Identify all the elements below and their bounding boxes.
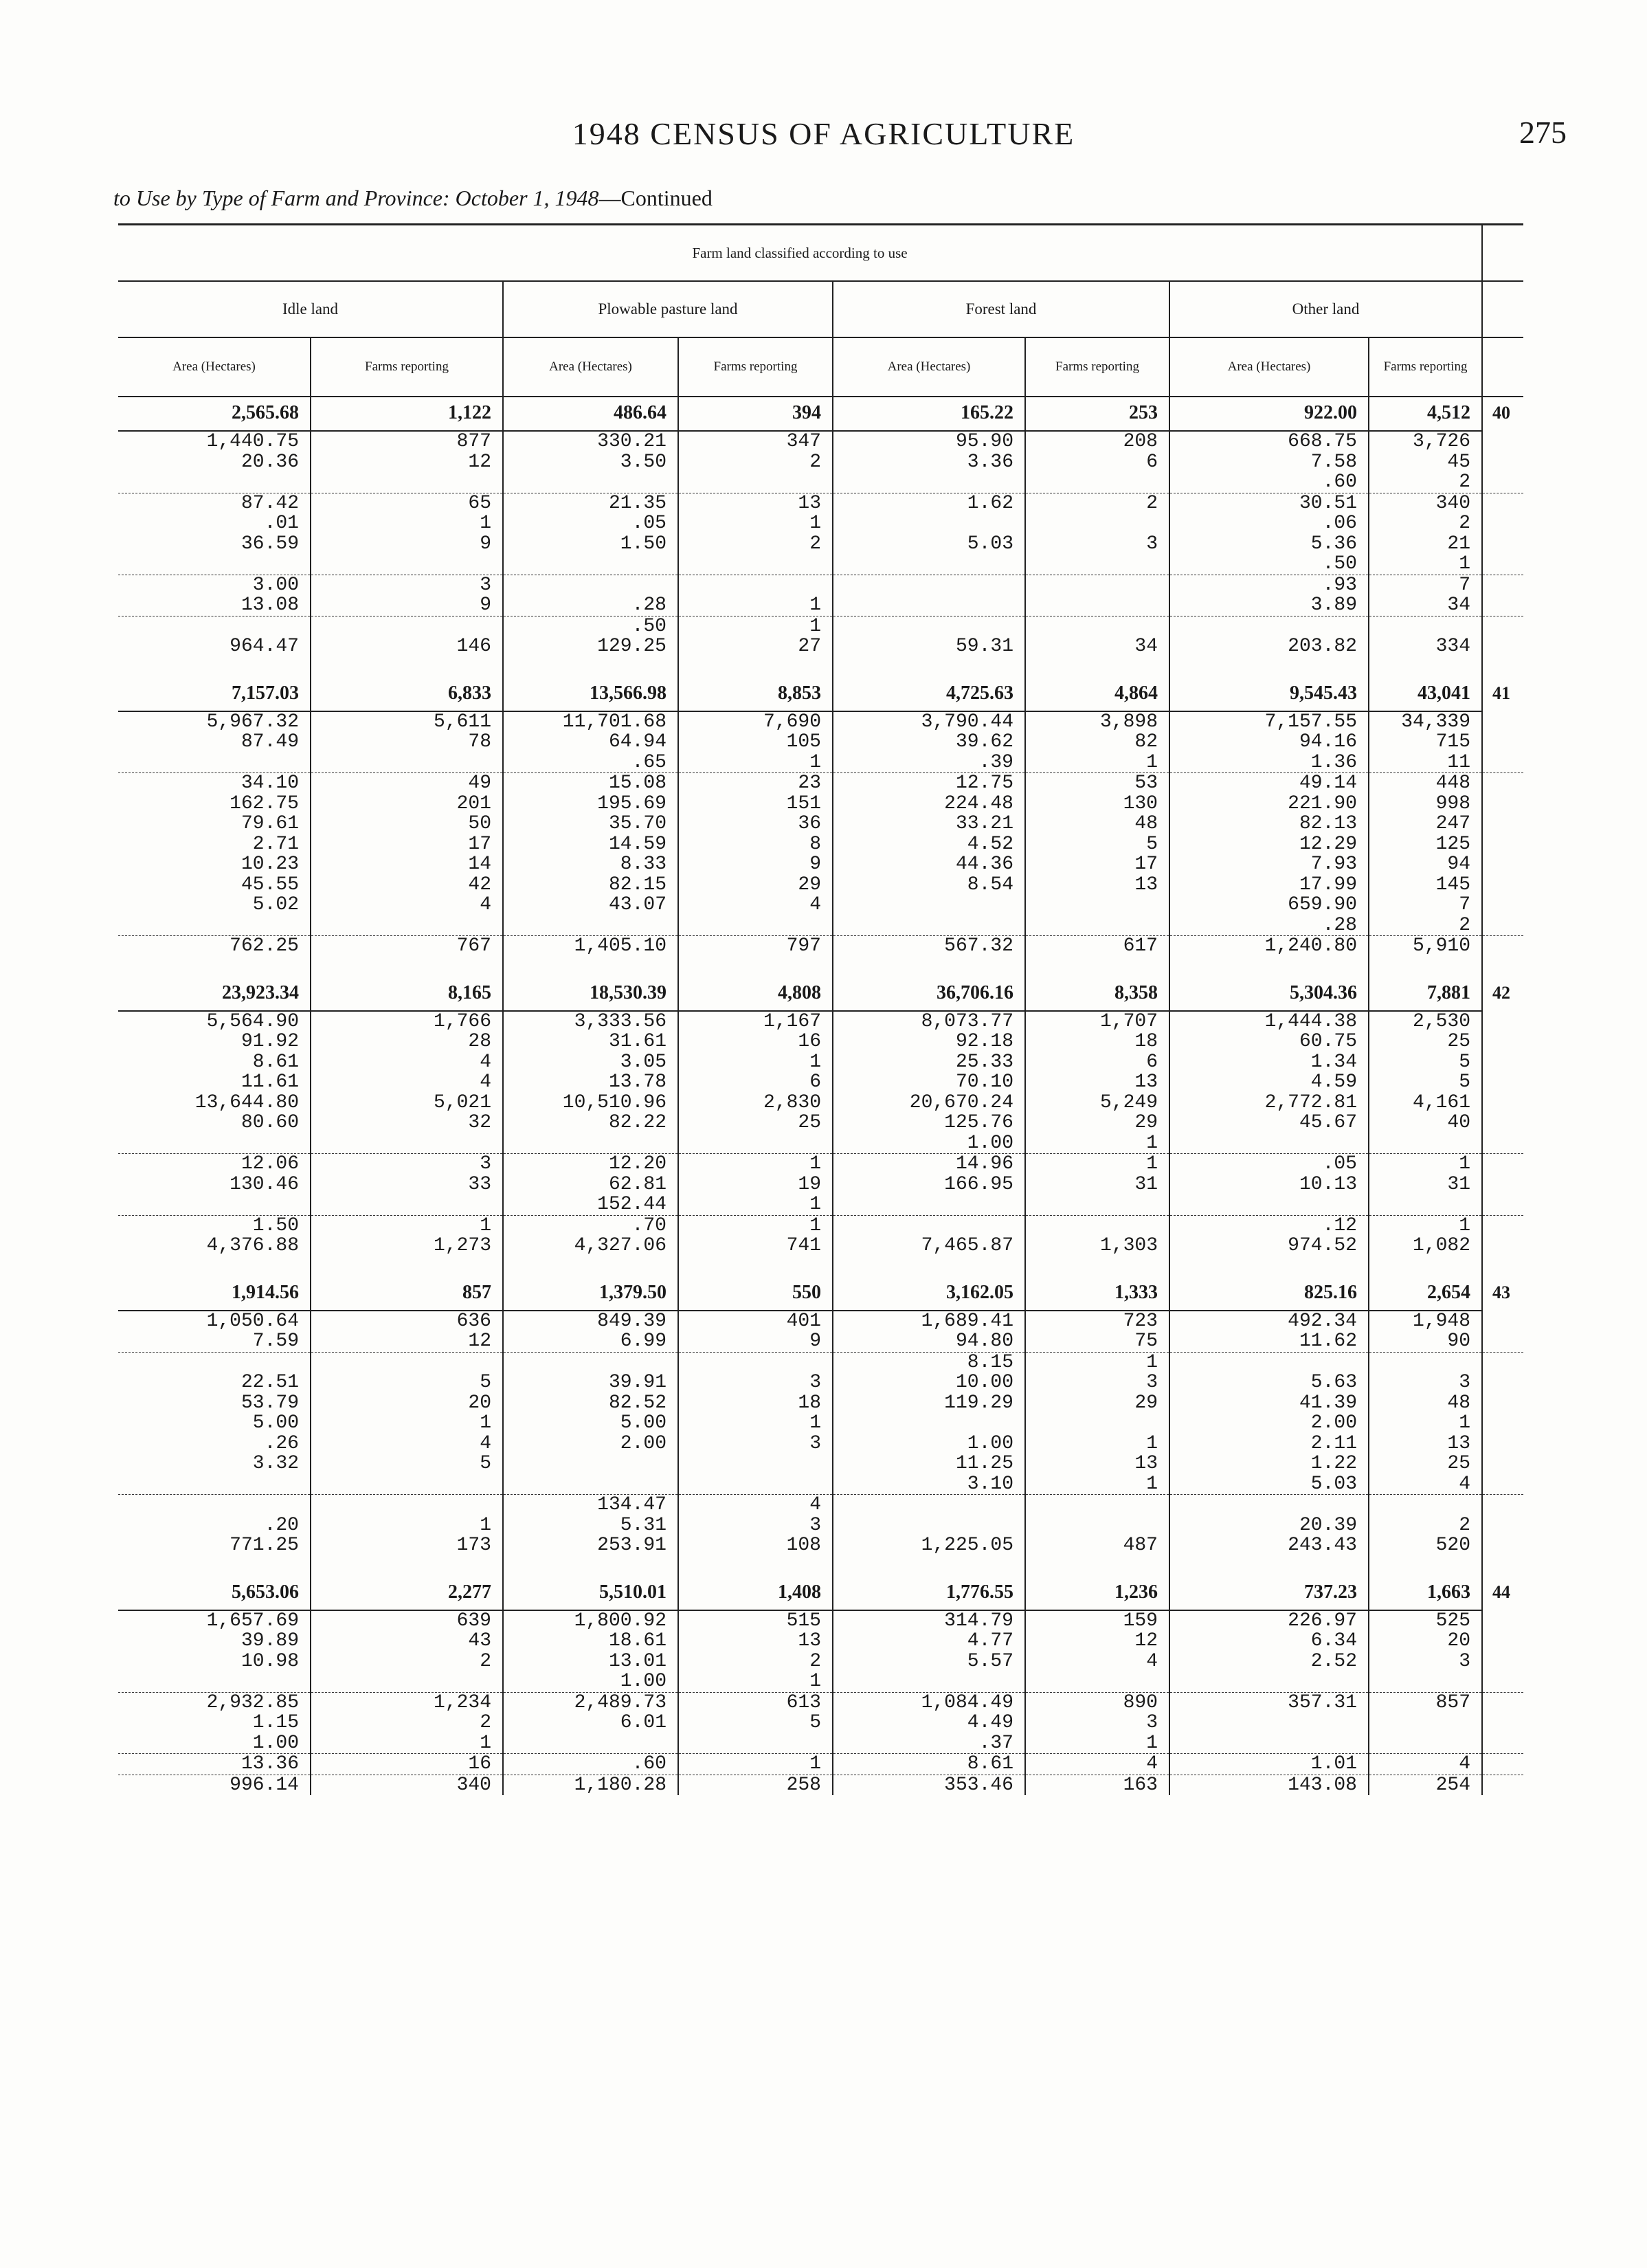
total-cell: 4,725.63 bbox=[833, 678, 1025, 711]
data-cell: 21.35 .05 1.50 bbox=[503, 493, 678, 575]
total-cell: 857 bbox=[311, 1277, 503, 1311]
col-header-area: Area (Hectares) bbox=[833, 337, 1025, 397]
data-cell: 668.75 7.58 .60 bbox=[1169, 431, 1369, 493]
data-cell: 996.14 bbox=[118, 1775, 311, 1795]
total-cell: 1,333 bbox=[1025, 1277, 1169, 1311]
data-cell: 1.62 5.03 bbox=[833, 493, 1025, 575]
data-cell: 617 bbox=[1025, 936, 1169, 957]
data-cell: 7,157.55 94.16 1.36 bbox=[1169, 711, 1369, 773]
data-cell: 330.21 3.50 bbox=[503, 431, 678, 493]
data-cell: 258 bbox=[678, 1775, 833, 1795]
data-row-group bbox=[118, 773, 1523, 936]
total-cell: 2,565.68 bbox=[118, 397, 311, 431]
data-cell: 163 bbox=[1025, 1775, 1169, 1795]
total-cell: 1,776.55 bbox=[833, 1577, 1025, 1610]
data-cell: 95.90 3.36 bbox=[833, 431, 1025, 493]
data-cell: 1,707 18 6 13 5,249 29 1 bbox=[1025, 1011, 1169, 1154]
data-cell: 39.91 82.52 5.00 2.00 bbox=[503, 1352, 678, 1495]
total-cell: 7,157.03 bbox=[118, 678, 311, 711]
group-header-forest-land: Forest land bbox=[833, 281, 1169, 337]
line-number: 41 bbox=[1492, 682, 1511, 703]
data-cell: 877 12 bbox=[311, 431, 503, 493]
total-cell: 5,653.06 bbox=[118, 1577, 311, 1610]
data-cell: .20 771.25 bbox=[118, 1495, 311, 1556]
data-cell: 1,050.64 7.59 bbox=[118, 1311, 311, 1353]
subtitle-main: to Use by Type of Farm and Province: October 1, 1948 bbox=[113, 186, 599, 210]
data-cell: 492.34 11.62 bbox=[1169, 1311, 1369, 1353]
data-cell: 1,444.38 60.75 1.34 4.59 2,772.81 45.67 bbox=[1169, 1011, 1369, 1154]
data-cell: 567.32 bbox=[833, 936, 1025, 957]
data-cell: 1,766 28 4 4 5,021 32 bbox=[311, 1011, 503, 1154]
data-cell: 1,440.75 20.36 bbox=[118, 431, 311, 493]
data-cell: 34,339 715 11 bbox=[1369, 711, 1482, 773]
data-cell: 401 9 bbox=[678, 1311, 833, 1353]
data-cell: 487 bbox=[1025, 1495, 1169, 1556]
total-cell: 165.22 bbox=[833, 397, 1025, 431]
data-cell: 159 12 4 bbox=[1025, 1610, 1169, 1693]
data-cell: 1,657.69 39.89 10.98 bbox=[118, 1610, 311, 1693]
data-cell: 1 19 1 bbox=[678, 1154, 833, 1216]
data-cell: 16 bbox=[311, 1754, 503, 1775]
data-cell: 1 173 bbox=[311, 1495, 503, 1556]
col-header-farms: Farms reporting bbox=[311, 337, 503, 397]
data-row-group bbox=[118, 431, 1523, 493]
data-cell: 49 201 50 17 14 42 4 bbox=[311, 773, 503, 936]
data-cell: .50 129.25 bbox=[503, 616, 678, 657]
data-cell: 723 75 bbox=[1025, 1311, 1169, 1353]
data-cell: 1 27 bbox=[678, 616, 833, 657]
total-cell: 1,663 bbox=[1369, 1577, 1482, 1610]
total-cell: 5,510.01 bbox=[503, 1577, 678, 1610]
col-header-farms: Farms reporting bbox=[1369, 337, 1482, 397]
data-row-group bbox=[118, 1215, 1523, 1256]
subtitle-continued: —Continued bbox=[598, 186, 713, 210]
data-cell: 3,898 82 1 bbox=[1025, 711, 1169, 773]
data-cell: .28 bbox=[503, 575, 678, 616]
total-cell: 8,358 bbox=[1025, 977, 1169, 1011]
total-cell: 6,833 bbox=[311, 678, 503, 711]
page-title: 1948 CENSUS OF AGRICULTURE bbox=[572, 116, 1075, 151]
total-cell: 9,545.43 bbox=[1169, 678, 1369, 711]
data-cell bbox=[833, 575, 1025, 616]
data-cell bbox=[1025, 575, 1169, 616]
total-cell: 8,165 bbox=[311, 977, 503, 1011]
data-cell: 4 bbox=[1369, 1754, 1482, 1775]
data-row-group bbox=[118, 575, 1523, 616]
total-cell: 23,923.34 bbox=[118, 977, 311, 1011]
col-header-farms: Farms reporting bbox=[1025, 337, 1169, 397]
data-cell: 4 3 108 bbox=[678, 1495, 833, 1556]
data-cell: 1 bbox=[678, 1754, 833, 1775]
total-cell: 1,914.56 bbox=[118, 1277, 311, 1311]
data-cell: 448 998 247 125 94 145 7 2 bbox=[1369, 773, 1482, 936]
total-cell: 13,566.98 bbox=[503, 678, 678, 711]
data-cell: 7,690 105 1 bbox=[678, 711, 833, 773]
data-cell: 1,303 bbox=[1025, 1215, 1169, 1256]
data-cell: .93 3.89 bbox=[1169, 575, 1369, 616]
data-cell: .60 bbox=[503, 1754, 678, 1775]
total-cell: 8,853 bbox=[678, 678, 833, 711]
data-cell: 5,910 bbox=[1369, 936, 1482, 957]
data-cell: 5 20 1 4 5 bbox=[311, 1352, 503, 1495]
data-cell: 13 1 2 bbox=[678, 493, 833, 575]
total-cell: 2,654 bbox=[1369, 1277, 1482, 1311]
data-cell: 4 bbox=[1025, 1754, 1169, 1775]
total-row bbox=[118, 977, 1523, 1011]
total-cell: 36,706.16 bbox=[833, 977, 1025, 1011]
total-row bbox=[118, 678, 1523, 711]
data-cell: 314.79 4.77 5.57 bbox=[833, 1610, 1025, 1693]
data-cell: 347 2 bbox=[678, 431, 833, 493]
data-cell: 7,465.87 bbox=[833, 1215, 1025, 1256]
data-cell: 3.00 13.08 bbox=[118, 575, 311, 616]
data-cell: 7 34 bbox=[1369, 575, 1482, 616]
data-cell: 5,564.90 91.92 8.61 11.61 13,644.80 80.60 bbox=[118, 1011, 311, 1154]
main-header: Farm land classified according to use bbox=[118, 225, 1482, 282]
data-cell: 3 48 1 13 25 4 bbox=[1369, 1352, 1482, 1495]
data-cell: 1 741 bbox=[678, 1215, 833, 1256]
data-cell: 1,234 2 1 bbox=[311, 1692, 503, 1754]
total-cell: 1,236 bbox=[1025, 1577, 1169, 1610]
data-cell: 20.39 243.43 bbox=[1169, 1495, 1369, 1556]
col-header-area: Area (Hectares) bbox=[1169, 337, 1369, 397]
data-cell: .12 974.52 bbox=[1169, 1215, 1369, 1256]
data-cell: 2,530 25 5 5 4,161 40 bbox=[1369, 1011, 1482, 1154]
data-row-group bbox=[118, 1495, 1523, 1556]
data-row-group bbox=[118, 1311, 1523, 1353]
data-row-group bbox=[118, 1754, 1523, 1775]
line-number: 43 bbox=[1492, 1282, 1511, 1302]
col-header-area: Area (Hectares) bbox=[503, 337, 678, 397]
data-cell: .05 10.13 bbox=[1169, 1154, 1369, 1216]
data-cell: 797 bbox=[678, 936, 833, 957]
data-cell: 2,489.73 6.01 bbox=[503, 1692, 678, 1754]
data-row-group bbox=[118, 1610, 1523, 1693]
total-cell: 18,530.39 bbox=[503, 977, 678, 1011]
data-cell: 767 bbox=[311, 936, 503, 957]
line-number: 42 bbox=[1492, 982, 1511, 1003]
data-cell: 3,726 45 2 bbox=[1369, 431, 1482, 493]
total-cell: 7,881 bbox=[1369, 977, 1482, 1011]
data-cell: 857 bbox=[1369, 1692, 1482, 1754]
total-cell: 4,808 bbox=[678, 977, 833, 1011]
data-cell: 203.82 bbox=[1169, 616, 1369, 657]
total-cell: 486.64 bbox=[503, 397, 678, 431]
farm-land-table bbox=[118, 223, 1523, 1795]
data-row-group bbox=[118, 493, 1523, 575]
group-header-idle-land: Idle land bbox=[118, 281, 503, 337]
data-cell: 5.63 41.39 2.00 2.11 1.22 5.03 bbox=[1169, 1352, 1369, 1495]
data-cell: 11,701.68 64.94 .65 bbox=[503, 711, 678, 773]
total-row bbox=[118, 1277, 1523, 1311]
data-cell: 30.51 .06 5.36 .50 bbox=[1169, 493, 1369, 575]
group-header-plowable-pasture: Plowable pasture land bbox=[503, 281, 833, 337]
data-cell: 1 1,082 bbox=[1369, 1215, 1482, 1256]
data-cell: 5,611 78 bbox=[311, 711, 503, 773]
total-cell: 922.00 bbox=[1169, 397, 1369, 431]
data-row-group bbox=[118, 1011, 1523, 1154]
data-cell: 1 31 bbox=[1025, 1154, 1169, 1216]
page-number: 275 bbox=[1519, 115, 1567, 150]
data-cell: 636 12 bbox=[311, 1311, 503, 1353]
data-row-group bbox=[118, 1352, 1523, 1495]
data-cell: 146 bbox=[311, 616, 503, 657]
data-cell: 1 bbox=[678, 575, 833, 616]
data-cell: 1,180.28 bbox=[503, 1775, 678, 1795]
data-cell: 890 3 1 bbox=[1025, 1692, 1169, 1754]
data-cell: 1.50 4,376.88 bbox=[118, 1215, 311, 1256]
data-cell: 12.06 130.46 bbox=[118, 1154, 311, 1216]
data-cell: 12.20 62.81 152.44 bbox=[503, 1154, 678, 1216]
data-cell: 254 bbox=[1369, 1775, 1482, 1795]
data-cell: 8,073.77 92.18 25.33 70.10 20,670.24 125.76 1.00 bbox=[833, 1011, 1025, 1154]
data-cell: 3 9 bbox=[311, 575, 503, 616]
data-row-group bbox=[118, 1692, 1523, 1754]
data-cell: 1 3 29 1 13 1 bbox=[1025, 1352, 1169, 1495]
table-body bbox=[118, 397, 1523, 1795]
data-cell: 134.47 5.31 253.91 bbox=[503, 1495, 678, 1556]
data-cell: 334 bbox=[1369, 616, 1482, 657]
data-cell: 22.51 53.79 5.00 .26 3.32 bbox=[118, 1352, 311, 1495]
data-cell: 340 2 21 1 bbox=[1369, 493, 1482, 575]
total-row bbox=[118, 1577, 1523, 1610]
data-cell: 1,948 90 bbox=[1369, 1311, 1482, 1353]
data-cell: 8.61 bbox=[833, 1754, 1025, 1775]
total-cell: 737.23 bbox=[1169, 1577, 1369, 1610]
data-cell: 1,240.80 bbox=[1169, 936, 1369, 957]
data-cell: .70 4,327.06 bbox=[503, 1215, 678, 1256]
data-cell: 226.97 6.34 2.52 bbox=[1169, 1610, 1369, 1693]
data-cell: 208 6 bbox=[1025, 431, 1169, 493]
data-cell: 143.08 bbox=[1169, 1775, 1369, 1795]
data-cell: 1,405.10 bbox=[503, 936, 678, 957]
data-row-group bbox=[118, 936, 1523, 957]
data-cell: 1,225.05 bbox=[833, 1495, 1025, 1556]
data-cell: 1,800.92 18.61 13.01 1.00 bbox=[503, 1610, 678, 1693]
data-cell: 3,333.56 31.61 3.05 13.78 10,510.96 82.22 bbox=[503, 1011, 678, 1154]
total-cell: 1,122 bbox=[311, 397, 503, 431]
data-cell: 762.25 bbox=[118, 936, 311, 957]
data-cell: 34.10 162.75 79.61 2.71 10.23 45.55 5.02 bbox=[118, 773, 311, 936]
data-cell: 49.14 221.90 82.13 12.29 7.93 17.99 659.90 .28 bbox=[1169, 773, 1369, 936]
data-cell: 5,967.32 87.49 bbox=[118, 711, 311, 773]
col-header-area: Area (Hectares) bbox=[118, 337, 311, 397]
data-cell: 3 33 bbox=[311, 1154, 503, 1216]
data-cell: 2,932.85 1.15 1.00 bbox=[118, 1692, 311, 1754]
data-cell: 525 20 3 bbox=[1369, 1610, 1482, 1693]
data-cell: 59.31 bbox=[833, 616, 1025, 657]
data-cell: 14.96 166.95 bbox=[833, 1154, 1025, 1216]
data-cell: 353.46 bbox=[833, 1775, 1025, 1795]
data-cell: 1,689.41 94.80 bbox=[833, 1311, 1025, 1353]
data-cell: 357.31 bbox=[1169, 1692, 1369, 1754]
data-cell: 8.15 10.00 119.29 1.00 11.25 3.10 bbox=[833, 1352, 1025, 1495]
table-subtitle bbox=[113, 186, 713, 211]
data-row-group bbox=[118, 1154, 1523, 1216]
data-cell: 1,167 16 1 6 2,830 25 bbox=[678, 1011, 833, 1154]
group-header-other-land: Other land bbox=[1169, 281, 1482, 337]
total-cell: 3,162.05 bbox=[833, 1277, 1025, 1311]
total-row bbox=[118, 397, 1523, 431]
data-cell: 639 43 2 bbox=[311, 1610, 503, 1693]
total-cell: 394 bbox=[678, 397, 833, 431]
total-cell: 550 bbox=[678, 1277, 833, 1311]
data-cell: 1,084.49 4.49 .37 bbox=[833, 1692, 1025, 1754]
data-cell: 23 151 36 8 9 29 4 bbox=[678, 773, 833, 936]
data-cell: 849.39 6.99 bbox=[503, 1311, 678, 1353]
data-row-group bbox=[118, 1775, 1523, 1795]
data-cell: 15.08 195.69 35.70 14.59 8.33 82.15 43.07 bbox=[503, 773, 678, 936]
data-cell: 65 1 9 bbox=[311, 493, 503, 575]
data-cell: 2 520 bbox=[1369, 1495, 1482, 1556]
data-cell: 2 3 bbox=[1025, 493, 1169, 575]
line-number: 44 bbox=[1492, 1581, 1511, 1602]
data-cell: 515 13 2 1 bbox=[678, 1610, 833, 1693]
total-cell: 253 bbox=[1025, 397, 1169, 431]
total-cell: 2,277 bbox=[311, 1577, 503, 1610]
total-cell: 43,041 bbox=[1369, 678, 1482, 711]
data-cell: 34 bbox=[1025, 616, 1169, 657]
total-cell: 825.16 bbox=[1169, 1277, 1369, 1311]
data-cell: 12.75 224.48 33.21 4.52 44.36 8.54 bbox=[833, 773, 1025, 936]
data-cell: 1 1,273 bbox=[311, 1215, 503, 1256]
line-number: 40 bbox=[1492, 403, 1511, 423]
data-row-group bbox=[118, 711, 1523, 773]
data-cell: 964.47 bbox=[118, 616, 311, 657]
total-cell: 4,512 bbox=[1369, 397, 1482, 431]
total-cell: 5,304.36 bbox=[1169, 977, 1369, 1011]
total-cell: 1,408 bbox=[678, 1577, 833, 1610]
data-cell: 1.01 bbox=[1169, 1754, 1369, 1775]
data-cell: 13.36 bbox=[118, 1754, 311, 1775]
data-cell: 87.42 .01 36.59 bbox=[118, 493, 311, 575]
data-row-group bbox=[118, 616, 1523, 657]
total-cell: 4,864 bbox=[1025, 678, 1169, 711]
data-cell: 3 18 1 3 bbox=[678, 1352, 833, 1495]
data-cell: 53 130 48 5 17 13 bbox=[1025, 773, 1169, 936]
data-cell: 340 bbox=[311, 1775, 503, 1795]
data-cell: 1 31 bbox=[1369, 1154, 1482, 1216]
total-cell: 1,379.50 bbox=[503, 1277, 678, 1311]
col-header-farms: Farms reporting bbox=[678, 337, 833, 397]
data-cell: 613 5 bbox=[678, 1692, 833, 1754]
data-cell: 3,790.44 39.62 .39 bbox=[833, 711, 1025, 773]
